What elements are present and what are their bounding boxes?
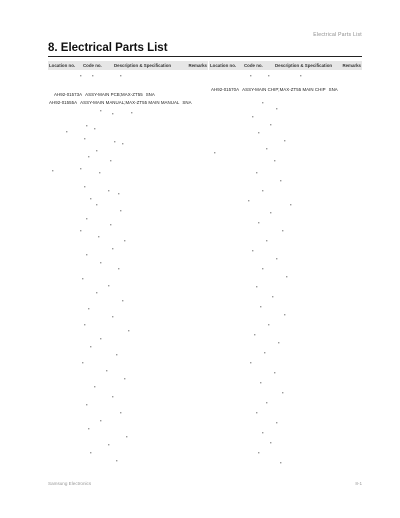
header-remarks: Remarks [188, 63, 207, 68]
page-title: 8. Electrical Parts List [48, 42, 168, 54]
header-remarks: Remarks [342, 63, 361, 68]
header-code: Code no. [244, 63, 263, 68]
code-cell: AH92-01570A [211, 87, 240, 92]
footer-page-number: 8-1 [355, 481, 362, 486]
running-header: Electrical Parts List [313, 32, 362, 38]
header-code: Code no. [83, 63, 102, 68]
header-location: Location no. [49, 63, 76, 68]
description-cell: ASSY-MAIN MANUAL;MAX-ZT55 MAIN MANUAL [80, 100, 180, 105]
header-location: Location no. [210, 63, 237, 68]
header-description: Description & Specification [275, 63, 333, 68]
remarks-cell: SNA [328, 87, 338, 92]
code-cell: AH92-01573A [54, 92, 83, 97]
description-cell: ASSY-MAIN CHIP;MAX-ZT55 MAIN CHIP [242, 87, 326, 92]
remarks-cell: SNA [182, 100, 192, 105]
description-cell: ASSY-MAIN PCB;MAX-ZT55 [85, 92, 143, 97]
remarks-cell: SNA [145, 92, 155, 97]
code-cell: AH92-01555A [49, 100, 78, 105]
header-description: Description & Specification [114, 63, 172, 68]
footer-left: Samsung Electronics [48, 481, 92, 486]
